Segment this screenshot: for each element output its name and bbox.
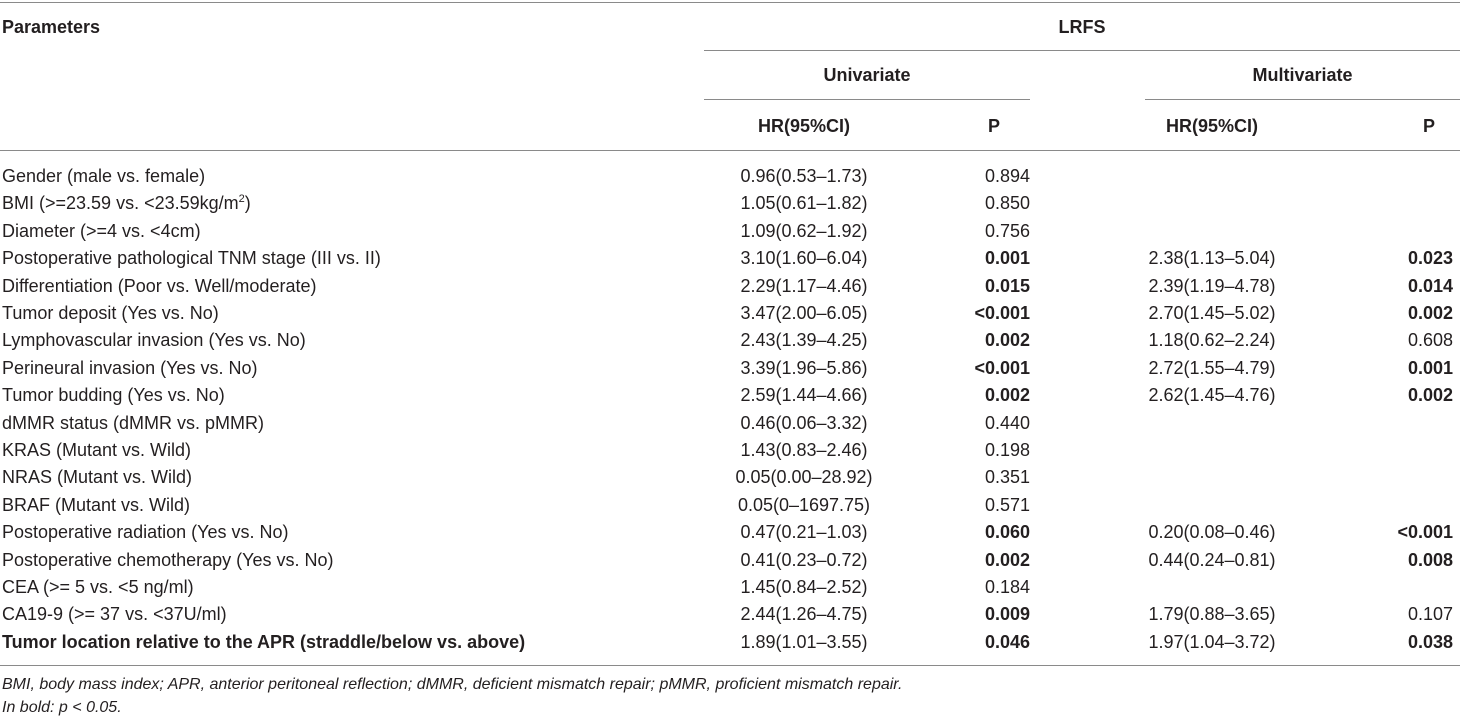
row-univariate-p: 0.046: [984, 631, 1030, 652]
table-row: [0, 190, 1460, 217]
row-multivariate-p: <0.001: [1397, 522, 1453, 543]
footnote-abbreviations: BMI, body mass index; APR, anterior peritoneal reflection; dMMR, deficient mismatch repair; pMMR, proficient mismatch repair.: [2, 676, 903, 693]
table-row: [0, 547, 1460, 574]
row-univariate-p: 0.015: [984, 275, 1030, 296]
header-lrfs: LRFS: [1058, 17, 1106, 37]
row-parameter: CEA (>= 5 vs. <5 ng/ml): [2, 577, 194, 597]
row-parameter: Differentiation (Poor vs. Well/moderate): [2, 275, 317, 296]
header-bottom-rule: [0, 150, 1460, 151]
row-univariate-hr: 1.09(0.62–1.92): [740, 220, 868, 241]
row-univariate-hr: 3.39(1.96–5.86): [740, 357, 868, 378]
row-multivariate-hr: 2.62(1.45–4.76): [1148, 385, 1276, 406]
row-univariate-p: 0.184: [984, 577, 1030, 597]
table-row: [0, 382, 1460, 409]
row-multivariate-hr: 1.97(1.04–3.72): [1148, 631, 1276, 652]
header-univariate-hr: HR(95%CI): [757, 116, 850, 136]
row-univariate-p: <0.001: [974, 303, 1030, 323]
row-univariate-p: 0.850: [984, 193, 1030, 214]
row-parameter: Tumor location relative to the APR (straddle/below vs. above): [2, 631, 526, 652]
row-univariate-hr: 1.43(0.83–2.46): [740, 440, 868, 460]
row-univariate-p: 0.440: [984, 412, 1030, 433]
table-row: [0, 519, 1460, 546]
row-parameter: Postoperative pathological TNM stage (III vs. II): [2, 248, 381, 269]
row-univariate-p: 0.894: [984, 166, 1030, 186]
row-parameter: BMI (>=23.59 vs. $<23.59kg/m^2$): [2, 193, 251, 214]
row-multivariate-p: 0.001: [1407, 357, 1453, 378]
multivariate-rule: [1145, 99, 1460, 100]
row-multivariate-hr: 2.70(1.45–5.02): [1148, 303, 1276, 323]
row-univariate-p: 0.009: [984, 604, 1030, 625]
table-row: [0, 245, 1460, 272]
row-parameter: Diameter (>=4 vs. <4cm): [2, 220, 201, 241]
row-univariate-p: 0.198: [984, 440, 1030, 460]
row-multivariate-hr: 1.79(0.88–3.65): [1148, 604, 1276, 625]
header-parameters: Parameters: [2, 17, 101, 37]
header-univariate-p: P: [988, 116, 1001, 136]
table-row: [0, 410, 1460, 437]
table-row: [0, 601, 1460, 628]
top-rule: [0, 2, 1460, 3]
table-bottom-rule: [0, 665, 1460, 666]
table-row: [0, 492, 1460, 519]
row-parameter: CA19-9 (>= 37 vs. <37U/ml): [2, 604, 227, 625]
row-univariate-hr: 0.05(0.00–28.92): [735, 467, 873, 488]
row-univariate-hr: 2.44(1.26–4.75): [740, 604, 868, 625]
row-univariate-hr: 2.59(1.44–4.66): [740, 385, 868, 406]
row-multivariate-hr: 2.39(1.19–4.78): [1148, 275, 1276, 296]
header-univariate: Univariate: [823, 65, 911, 85]
row-multivariate-p: 0.002: [1407, 303, 1453, 323]
header-multivariate: Multivariate: [1252, 65, 1353, 85]
table-row: [0, 355, 1460, 382]
row-multivariate-p: 0.107: [1407, 604, 1453, 625]
row-parameter: Postoperative chemotherapy (Yes vs. No): [2, 549, 334, 570]
row-multivariate-hr: 0.20(0.08–0.46): [1148, 522, 1276, 543]
row-parameter: dMMR status (dMMR vs. pMMR): [2, 412, 265, 433]
lrfs-rule: [704, 50, 1460, 51]
row-parameter: BRAF (Mutant vs. Wild): [2, 494, 191, 515]
row-univariate-hr: 1.89(1.01–3.55): [740, 631, 868, 652]
table-row: [0, 300, 1460, 327]
table-row: [0, 437, 1460, 464]
row-univariate-hr: 0.05(0–1697.75): [737, 494, 871, 515]
table-row: [0, 273, 1460, 300]
row-univariate-hr: 1.05(0.61–1.82): [740, 193, 868, 214]
row-multivariate-hr: 0.44(0.24–0.81): [1148, 549, 1276, 570]
header-multivariate-hr: HR(95%CI): [1165, 116, 1258, 136]
row-multivariate-p: 0.038: [1407, 631, 1453, 652]
row-univariate-p: 0.571: [984, 494, 1030, 515]
row-univariate-hr: 3.47(2.00–6.05): [740, 303, 868, 323]
row-univariate-p: 0.002: [984, 330, 1030, 351]
row-parameter: Tumor deposit (Yes vs. No): [2, 303, 219, 323]
row-univariate-p: 0.002: [984, 385, 1030, 406]
row-parameter: Perineural invasion (Yes vs. No): [2, 357, 258, 378]
row-univariate-p: 0.001: [984, 248, 1030, 269]
table-row: [0, 629, 1460, 656]
row-univariate-hr: 0.96(0.53–1.73): [740, 166, 868, 186]
row-univariate-p: 0.351: [984, 467, 1030, 488]
row-univariate-hr: 2.29(1.17–4.46): [740, 275, 868, 296]
row-univariate-hr: 2.43(1.39–4.25): [740, 330, 868, 351]
univariate-rule: [704, 99, 1030, 100]
row-univariate-hr: 0.47(0.21–1.03): [740, 522, 868, 543]
header-multivariate-p: P: [1423, 116, 1436, 136]
row-multivariate-p: 0.008: [1407, 549, 1453, 570]
table-row: [0, 574, 1460, 601]
row-multivariate-hr: 2.72(1.55–4.79): [1148, 357, 1276, 378]
row-multivariate-p: 0.608: [1407, 330, 1453, 351]
table-row: [0, 218, 1460, 245]
row-multivariate-p: 0.023: [1407, 248, 1453, 269]
row-univariate-hr: 0.41(0.23–0.72): [740, 549, 868, 570]
row-univariate-hr: 0.46(0.06–3.32): [740, 412, 868, 433]
row-univariate-hr: 1.45(0.84–2.52): [740, 577, 868, 597]
row-multivariate-p: 0.014: [1407, 275, 1453, 296]
row-parameter: Postoperative radiation (Yes vs. No): [2, 522, 289, 543]
row-parameter: KRAS (Mutant vs. Wild): [2, 440, 192, 460]
row-univariate-hr: 3.10(1.60–6.04): [740, 248, 868, 269]
table-row: [0, 327, 1460, 354]
row-multivariate-hr: 1.18(0.62–2.24): [1148, 330, 1276, 351]
row-univariate-p: <0.001: [974, 357, 1030, 378]
row-univariate-p: 0.060: [984, 522, 1030, 543]
row-univariate-p: 0.756: [984, 220, 1030, 241]
row-parameter: NRAS (Mutant vs. Wild): [2, 467, 193, 488]
row-univariate-p: 0.002: [984, 549, 1030, 570]
table-row: [0, 464, 1460, 491]
row-multivariate-hr: 2.38(1.13–5.04): [1148, 248, 1276, 269]
footnote-bold-note: In bold: p < 0.05.: [2, 699, 122, 716]
row-multivariate-p: 0.002: [1407, 385, 1453, 406]
row-parameter: Gender (male vs. female): [2, 166, 206, 186]
table-row: [0, 163, 1460, 190]
row-parameter: Lymphovascular invasion (Yes vs. No): [2, 330, 306, 351]
row-parameter: Tumor budding (Yes vs. No): [2, 385, 225, 406]
